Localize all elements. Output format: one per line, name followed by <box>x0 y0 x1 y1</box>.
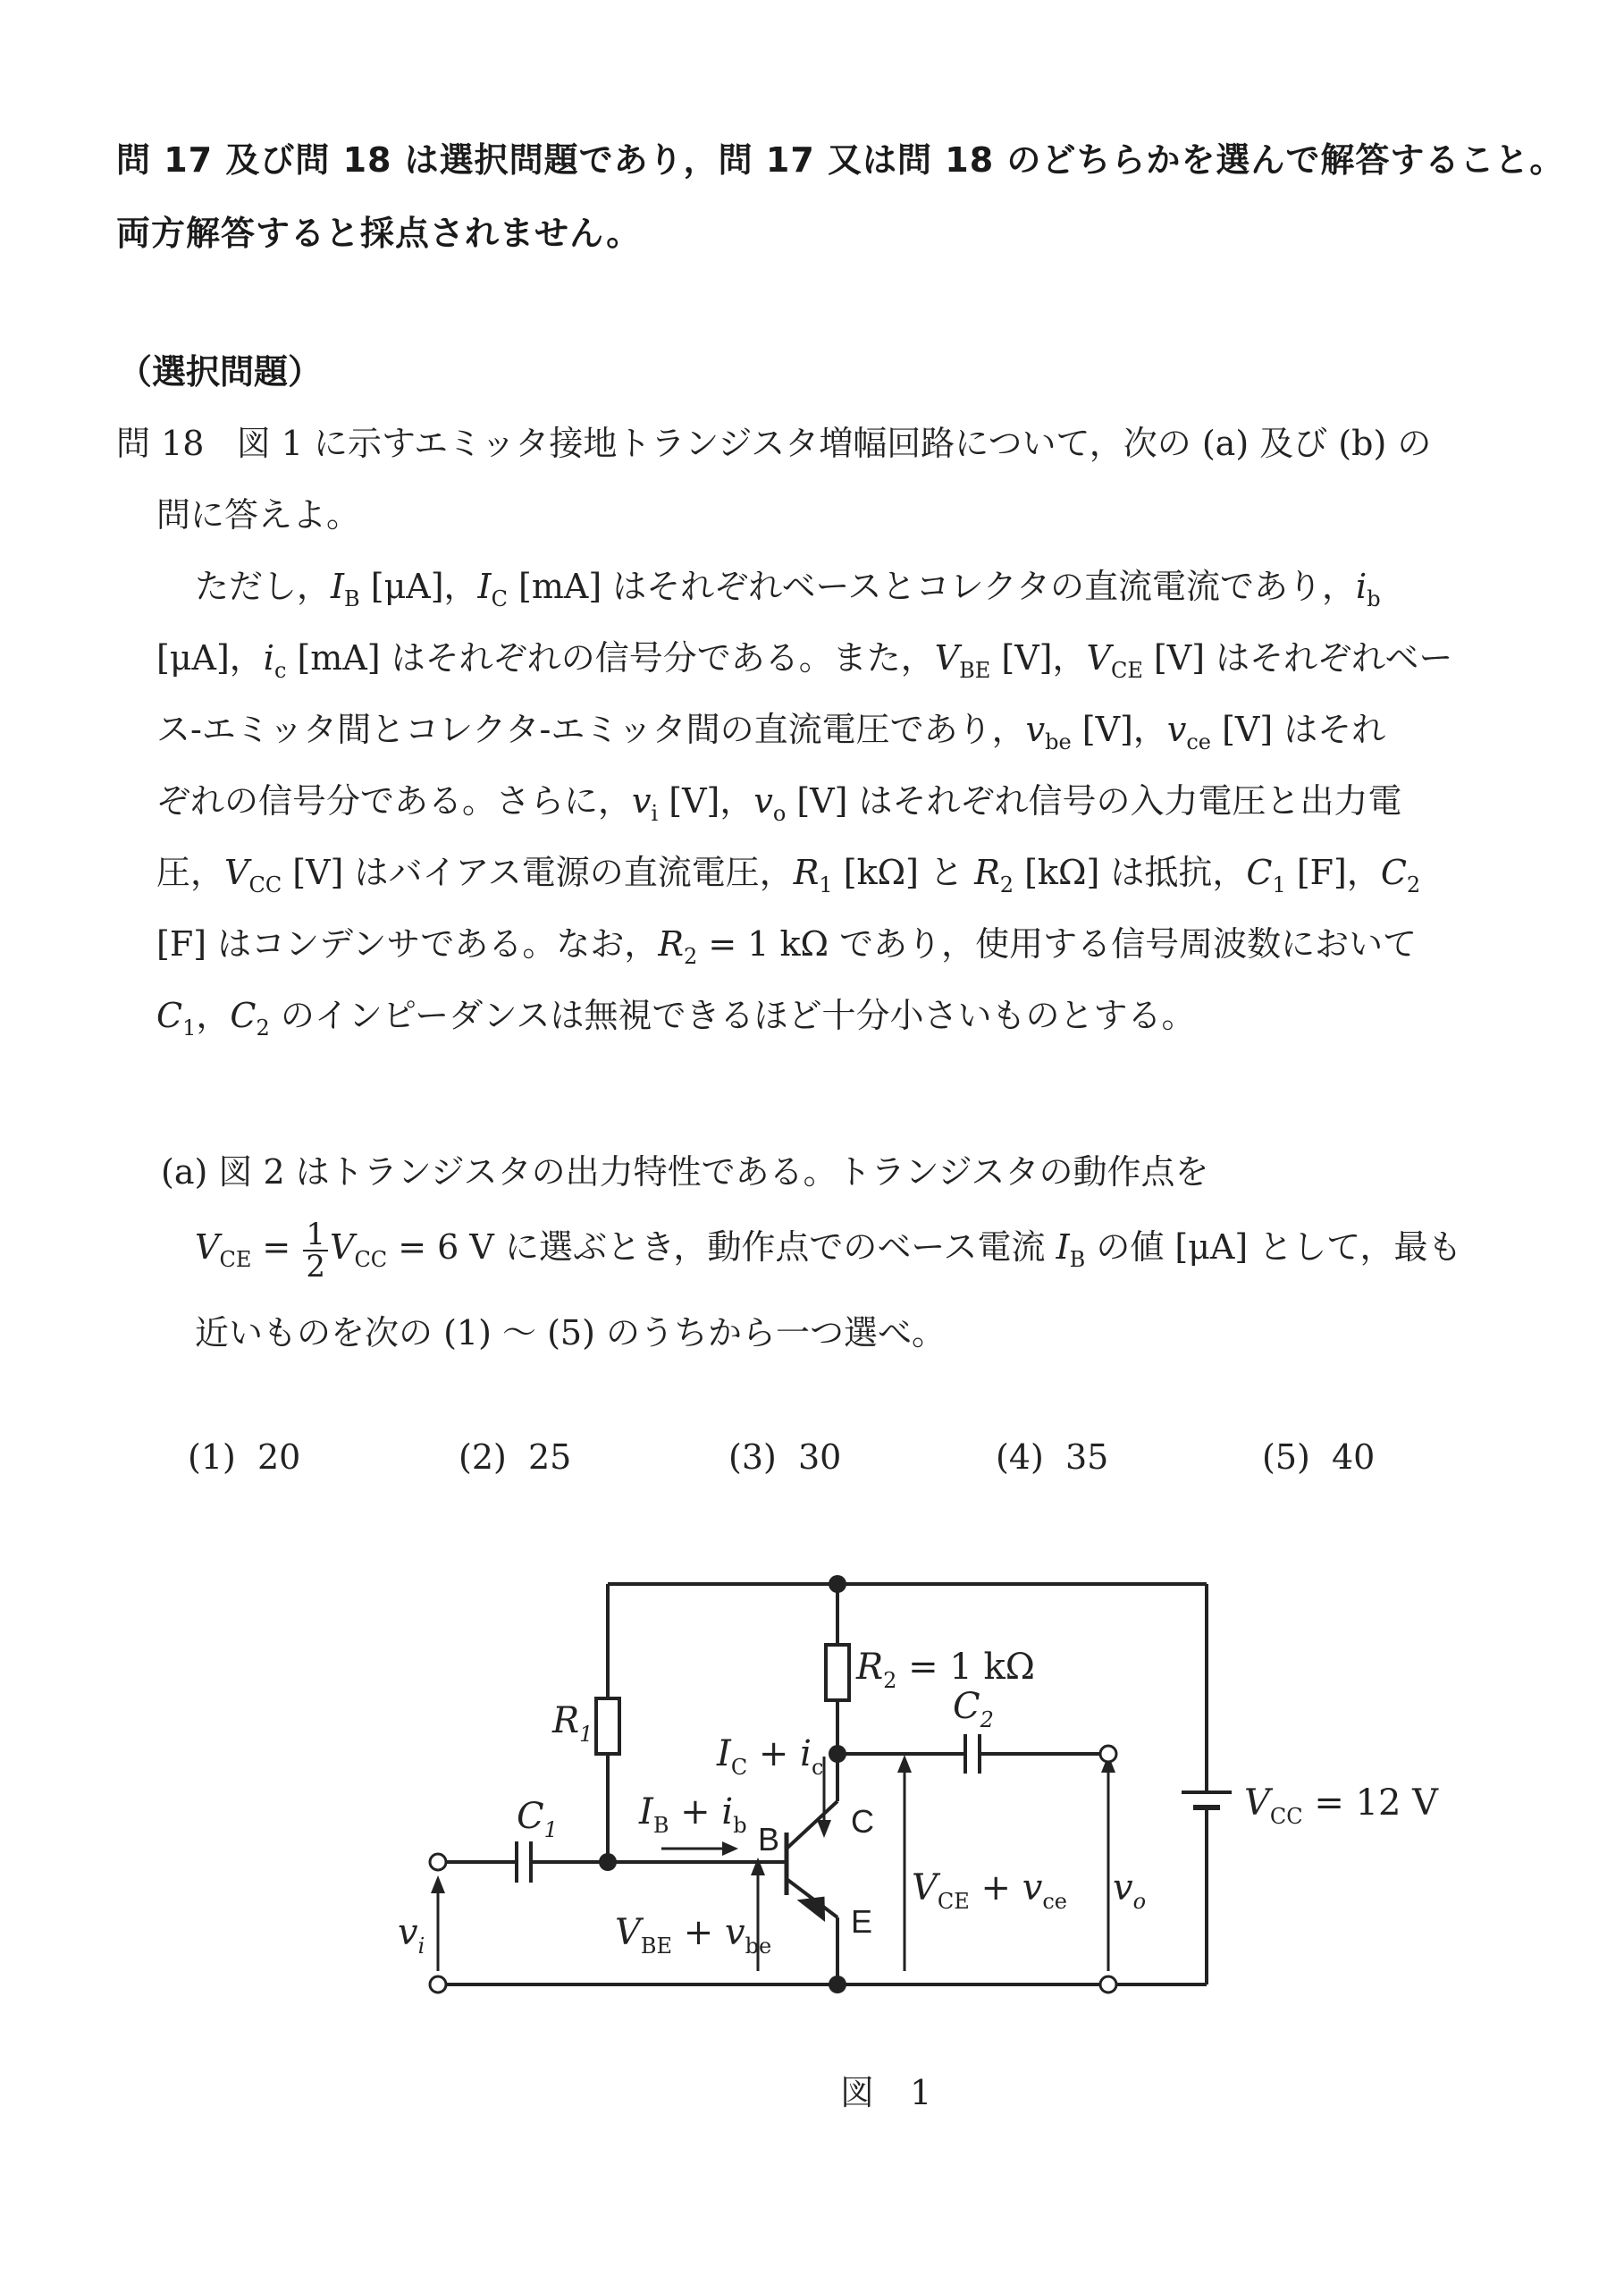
label-e: E <box>851 1903 873 1940</box>
t: [V] はそれ <box>1211 710 1386 749</box>
sym-ic: $i_c$ <box>263 638 287 683</box>
sym-C1b: $C_1$ <box>156 996 197 1041</box>
sym-R1: $R_1$ <box>793 853 833 897</box>
notice-line-1: 問 17 及び問 18 は選択問題であり，問 17 又は問 18 のどちらかを選んで解答すること。 <box>116 140 1565 180</box>
question-number: 問 18 <box>116 424 205 463</box>
sym-C2: $C_2$ <box>1380 853 1421 897</box>
t: [F]， <box>1285 853 1381 892</box>
vce-arrowhead <box>897 1755 912 1773</box>
node-ground <box>829 1976 846 1993</box>
t: [μA]， <box>156 638 264 678</box>
t: [V] はバイアス電源の直流電圧， <box>282 853 794 892</box>
t: [V]， <box>990 638 1087 678</box>
t: [mA] はそれぞれの信号分である。また， <box>286 638 935 678</box>
t: ただし， <box>195 567 332 606</box>
choice-1[interactable]: (1) 20 <box>188 1437 301 1477</box>
choice-2[interactable]: (2) 25 <box>459 1437 572 1477</box>
intro-text: 図 1 に示すエミッタ接地トランジスタ増幅回路について，次の (a) 及び (b) の <box>236 424 1432 463</box>
label-vce: $V_{CE} + v_{ce}$ <box>912 1867 1067 1914</box>
label-vi: $v_i$ <box>398 1912 425 1959</box>
sym-IB: $I_B$ <box>331 567 360 611</box>
label-vcc: $V_{CC} = 12$ V <box>1244 1782 1439 1829</box>
label-vbe: $V_{BE} + v_{be}$ <box>615 1912 772 1959</box>
t: ， <box>196 996 231 1035</box>
sym-IC: $I_C$ <box>477 567 508 611</box>
sym-VCC: $V_{CC}$ <box>224 853 282 897</box>
fraction-one-half: $\frac{1}{2}$ <box>303 1219 328 1282</box>
sym-VCC-a: $V_{CC}$ <box>329 1227 388 1272</box>
question-intro-2: 問に答えよ。 <box>156 495 361 535</box>
sym-VCE-a: $V_{CE}$ <box>195 1227 252 1272</box>
label-c: C <box>851 1803 874 1840</box>
t: ぞれの信号分である。さらに， <box>156 781 633 821</box>
label-b: B <box>758 1821 780 1858</box>
sym-vbe: $v_{be}$ <box>1025 710 1072 754</box>
sym-ib: $i_b$ <box>1356 567 1381 611</box>
output-ground-terminal <box>1100 1976 1116 1993</box>
output-terminal <box>1100 1746 1116 1762</box>
t: [mA] はそれぞれベースとコレクタの直流電流であり， <box>507 567 1357 606</box>
t: = 1 kΩ であり，使用する信号周波数において <box>697 924 1418 964</box>
sym-C2b: $C_2$ <box>230 996 270 1041</box>
label-c2: $C_2$ <box>953 1686 994 1732</box>
resistor-r2 <box>826 1645 849 1700</box>
t: ス-エミッタ間とコレクタ-エミッタ間の直流電圧であり， <box>156 710 1026 749</box>
sym-vi: $v_i$ <box>632 781 659 826</box>
sym-VCE: $V_{CE}$ <box>1086 638 1143 683</box>
vi-arrowhead <box>431 1875 445 1893</box>
t: = <box>251 1227 302 1267</box>
t: [V]， <box>1071 710 1167 749</box>
sym-VBE: $V_{BE}$ <box>934 638 991 683</box>
sym-C1: $C_1$ <box>1246 853 1286 897</box>
t: [V]， <box>658 781 754 821</box>
sym-vce: $v_{ce}$ <box>1166 710 1212 754</box>
input-terminal <box>430 1854 446 1870</box>
choice-5[interactable]: (5) 40 <box>1262 1437 1376 1477</box>
notice-line-2: 両方解答すると採点されません。 <box>116 214 642 253</box>
figure-caption: 図 1 <box>840 2073 945 2112</box>
label-c1: $C_1$ <box>517 1796 558 1842</box>
input-ground-terminal <box>430 1976 446 1993</box>
t: [μA]， <box>359 567 478 606</box>
label-r1: $R_1$ <box>552 1700 593 1747</box>
choice-4[interactable]: (4) 35 <box>996 1437 1109 1477</box>
part-a-line-1: (a) 図 2 はトランジスタの出力特性である。トランジスタの動作点を <box>161 1152 1209 1192</box>
sym-R2: $R_2$ <box>974 853 1014 897</box>
label-vo: $v_o$ <box>1113 1867 1147 1914</box>
section-label: （選択問題） <box>118 352 323 392</box>
ib-arrowhead <box>722 1841 738 1856</box>
t: [V] はそれぞれ信号の入力電圧と出力電 <box>786 781 1402 821</box>
resistor-r1 <box>596 1698 619 1754</box>
t: の値 [μA] として，最も <box>1085 1227 1462 1267</box>
node-collector <box>829 1745 846 1763</box>
transistor-collector-lead <box>787 1801 837 1849</box>
label-r2: $R_2 = 1$ kΩ <box>856 1647 1035 1693</box>
sym-IB-a: $I_B$ <box>1056 1227 1086 1272</box>
t: のインピーダンスは無視できるほど十分小さいものとする。 <box>269 996 1196 1035</box>
t: = 6 V に選ぶとき，動作点でのベース電流 <box>387 1227 1056 1267</box>
t: [kΩ] は抵抗， <box>1014 853 1247 892</box>
label-ic: $I_C + i_c$ <box>717 1733 824 1780</box>
t: [F] はコンデンサである。なお， <box>156 924 659 964</box>
label-ib: $I_B + i_b$ <box>639 1791 747 1838</box>
t: [V] はそれぞれベー <box>1142 638 1453 678</box>
ic-arrowhead <box>817 1820 831 1838</box>
node-base <box>599 1853 617 1871</box>
t: 圧， <box>156 853 225 892</box>
choice-3[interactable]: (3) 30 <box>728 1437 842 1477</box>
part-a-line-3: 近いものを次の (1) ～ (5) のうちから一つ選べ。 <box>195 1313 946 1352</box>
sym-vo: $v_o$ <box>753 781 787 826</box>
node-top <box>829 1575 846 1593</box>
sym-R2b: $R_2$ <box>658 924 698 969</box>
t: [kΩ] と <box>832 853 975 892</box>
